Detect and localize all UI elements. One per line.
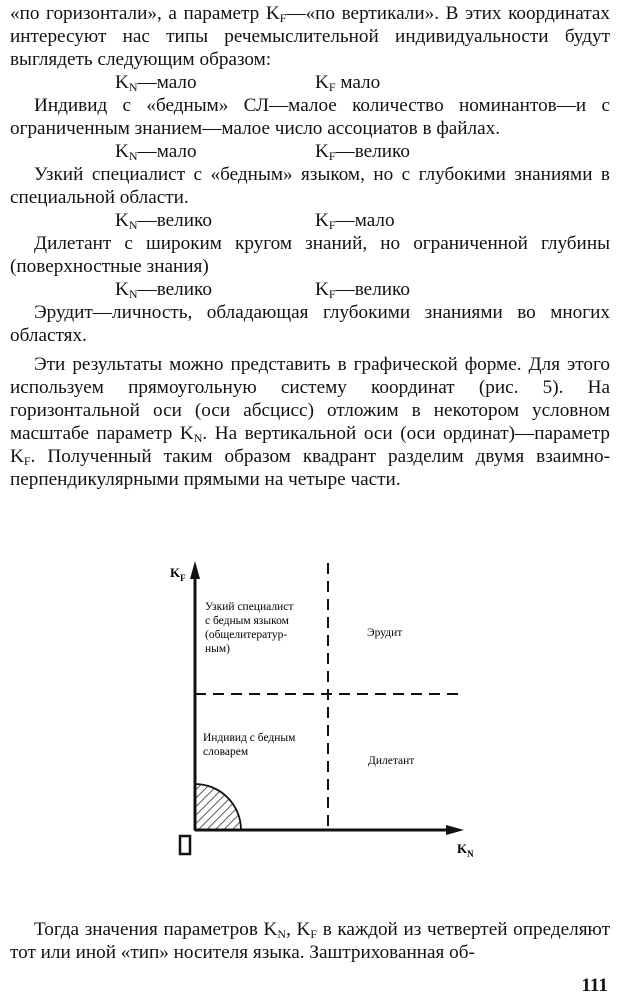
- y-axis-arrow: [190, 561, 200, 579]
- page-text-top: [10, 2, 610, 491]
- type-description-2: Узкий специалист с «бедным» языком, но с глубокими знаниями в специальной области.: [10, 164, 610, 208]
- quadrant-label-bottom-right: Дилетант: [368, 755, 415, 767]
- x-axis-label: $K_N$: [457, 841, 474, 859]
- quadrant-label-bottom-left: Индивид с бедным словарем: [203, 732, 296, 758]
- hatched-region: [195, 784, 241, 830]
- quadrant-figure: [150, 555, 500, 875]
- page-text-bottom: [10, 918, 610, 964]
- quadrant-label-top-left: Узкий специалист с бедным языком (общелитератур- ным): [205, 601, 294, 655]
- y-axis-label: $K_F$: [170, 565, 186, 583]
- param-pair-4: $K_N—велико$ $K_F—велико$: [115, 279, 410, 301]
- type-description-4: Эрудит—личность, обладающая глубокими знаниями во многих областях.: [10, 302, 610, 346]
- page-number: 111: [581, 975, 608, 996]
- param-pair-3: $K_N—велико$ $K_F—мало$: [115, 210, 395, 232]
- origin-label: 0: [150, 555, 151, 556]
- paragraph-conclusion: Тогда значения параметров $K_N$, $K_F$ в каждой из четвертей определяют тот или иной «тип» носителя языка. Заштрихованная об-: [10, 919, 610, 963]
- param-pair-2: $K_N—мало$ $K_F—велико$: [115, 141, 410, 163]
- origin-marker: [180, 836, 190, 854]
- paragraph-intro: «по горизонтали», а параметр $K_F—«по$ вертикали». В этих координатах интересуют нас типы речемыслительной индивидуальности будут выглядеть следующим образом:: [10, 3, 610, 70]
- type-description-1: Индивид с «бедным» СЛ—малое количество номинантов—и с ограниченным знанием—малое число ассоциатов в файлах.: [10, 95, 610, 139]
- param-pair-1: $K_N—мало$ $K_F$ мало: [115, 72, 381, 94]
- quadrant-diagram: [150, 555, 500, 875]
- x-axis-arrow: [446, 825, 464, 835]
- quadrant-label-top-right: Эрудит: [367, 627, 403, 639]
- type-description-3: Дилетант с широким кругом знаний, но ограниченной глубины (поверхностные знания): [10, 233, 610, 277]
- paragraph-graphic: Эти результаты можно представить в графической форме. Для этого используем прямоугольную систему координат (рис. 5). На горизонтальной оси (оси абсцисс) отложим в некотором условном масштабе параметр $K_N$. На вертикальной оси (оси ординат)—параметр $K_F$. Полученный таким образом квадрант разделим двумя взаимно-перпендикулярными прямыми на четыре части.: [10, 354, 610, 490]
